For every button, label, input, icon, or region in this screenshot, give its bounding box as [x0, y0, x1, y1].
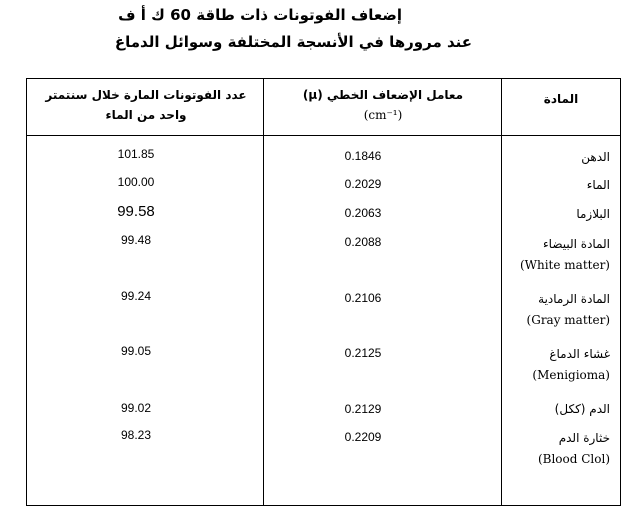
- material-cell: [470, 234, 610, 276]
- material-cell: [470, 175, 610, 196]
- header-photons-line2: واحد من الماء: [105, 108, 187, 122]
- material-name-en: (Menigioma): [532, 368, 610, 382]
- photons-cell: 99.58: [117, 203, 155, 220]
- material-name-en: (Blood Clol): [537, 452, 610, 466]
- header-material: المادة: [543, 92, 579, 106]
- material-name: البلازما: [576, 207, 610, 221]
- header-coefficient: [267, 85, 499, 125]
- material-name: الدهن: [581, 150, 610, 164]
- photons-cell: 98.23: [120, 428, 152, 442]
- material-name: الماء: [586, 178, 610, 192]
- coefficient-cell: 0.2106: [344, 291, 382, 305]
- material-cell: [470, 428, 610, 470]
- coefficient-cell: 0.2129: [344, 402, 382, 416]
- coefficient-cell: 0.1846: [344, 149, 382, 163]
- photons-cell: 99.48: [120, 233, 152, 247]
- photons-cell: 99.05: [120, 344, 152, 358]
- coefficient-cell: 0.2209: [344, 430, 382, 444]
- header-coefficient-label: معامل الإضعاف الخطي (μ): [302, 88, 464, 102]
- material-cell: [470, 204, 610, 225]
- page-title: إضعاف الفوتونات ذات طاقة 60 ك أ ف: [118, 6, 402, 24]
- coefficient-cell: 0.2125: [344, 346, 382, 360]
- attenuation-table: [26, 78, 621, 506]
- header-coefficient-unit: (cm⁻¹): [363, 108, 403, 122]
- photons-cell: 101.85: [117, 147, 155, 161]
- material-name-en: (Gray matter): [526, 313, 610, 327]
- header-photons: [31, 85, 261, 125]
- photons-cell: 99.02: [120, 401, 152, 415]
- material-cell: [470, 399, 610, 420]
- coefficient-cell: 0.2088: [344, 235, 382, 249]
- material-name: المادة البيضاء: [543, 237, 610, 251]
- material-name: غشاء الدماغ: [549, 347, 610, 361]
- photons-cell: 100.00: [117, 175, 155, 189]
- page-subtitle: عند مرورها في الأنسجة المختلفة وسوائل الدماغ: [114, 33, 472, 51]
- material-cell: [470, 344, 610, 386]
- material-name: الدم (ككل): [554, 402, 610, 416]
- photons-cell: 99.24: [120, 289, 152, 303]
- header-divider: [27, 135, 620, 136]
- material-name-en: (White matter): [519, 258, 610, 272]
- coefficient-cell: 0.2063: [344, 206, 382, 220]
- material-cell: [470, 289, 610, 331]
- material-name: المادة الرمادية: [538, 292, 610, 306]
- header-photons-line1: عدد الفوتونات المارة خلال سنتمتر: [45, 88, 247, 102]
- coefficient-cell: 0.2029: [344, 177, 382, 191]
- material-name: خثارة الدم: [558, 431, 610, 445]
- material-cell: [470, 147, 610, 168]
